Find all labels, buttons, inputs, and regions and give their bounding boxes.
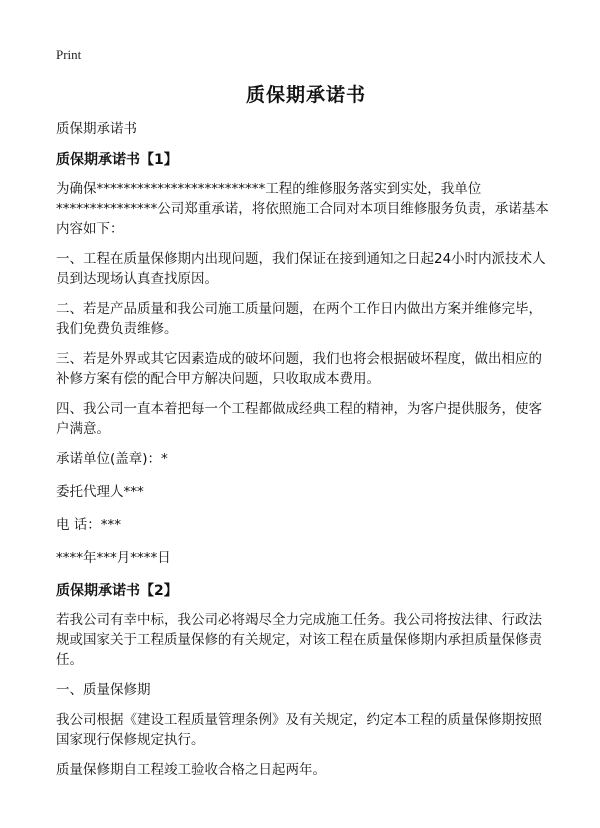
signature-unit: 承诺单位(盖章)：* [56,451,168,467]
page-title: 质保期承诺书 [245,84,366,106]
print-link[interactable]: Print [56,47,82,62]
section-1-item-3: 三、若是外界或其它因素造成的破坏问题，我们也将会根据破坏程度，做出相应的补修方案有偿的配合甲方解决问题，只收取成本费用。 [56,351,542,387]
section-2-intro: 若我公司有幸中标，我公司必将竭尽全力完成施工任务。我公司将按法律、行政法规或国家关于工程质量保修的有关规定，对该工程在质量保修期内承担质量保修责任。 [56,612,542,668]
document-subtitle: 质保期承诺书 [56,121,137,137]
section-1-item-2: 二、若是产品质量和我公司施工质量问题，在两个工作日内做出方案并维修完毕，我们免费负责维修。 [56,301,542,337]
signature-date: ****年***月****日 [56,550,171,566]
section-2-subheading: 一、质量保修期 [56,682,151,698]
section-1-item-1: 一、工程在质量保修期内出现问题，我们保证在接到通知之日起24小时内派技术人员到达现场认真查找原因。 [56,251,546,287]
section-1-heading: 质保期承诺书【1】 [56,152,178,168]
document-body [56,119,550,790]
section-2-para-2: 质量保修期自工程竣工验收合格之日起两年。 [56,762,326,778]
signature-phone: 电 话：*** [56,517,122,533]
section-1-item-4: 四、我公司一直本着把每一个工程都做成经典工程的精神，为客户提供服务，使客户满意。 [56,401,542,437]
section-1-intro: 为确保*************************工程的维修服务落实到实处，我单位***************公司郑重承诺，将依照施工合同对本项目维修服务负责，承诺基本内容如下： [56,181,549,237]
section-2-para-1: 我公司根据《建设工程质量管理条例》及有关规定，约定本工程的质量保修期按照国家现行保修规定执行。 [56,712,542,748]
section-2-heading: 质保期承诺书【2】 [56,583,178,599]
signature-agent: 委托代理人*** [56,484,144,500]
